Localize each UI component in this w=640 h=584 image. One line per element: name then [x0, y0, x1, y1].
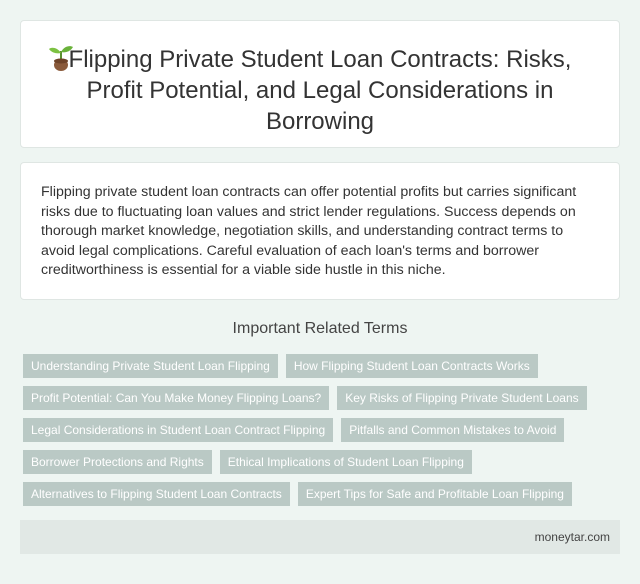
related-term-tag[interactable]: Legal Considerations in Student Loan Contract Flipping	[23, 418, 333, 442]
related-term-tag[interactable]: How Flipping Student Loan Contracts Works	[286, 354, 538, 378]
related-term-tag[interactable]: Profit Potential: Can You Make Money Flipping Loans?	[23, 386, 329, 410]
related-term-tag[interactable]: Pitfalls and Common Mistakes to Avoid	[341, 418, 564, 442]
page-title: Flipping Private Student Loan Contracts: Risks, Profit Potential, and Legal Considerations in Borrowing	[68, 46, 572, 135]
summary-text: Flipping private student loan contracts can offer potential profits but carries significant risks due to fluctuating loan values and strict lender regulations. Success depends on thorough market knowledge, negotiation skills, and understanding contract terms to avoid legal complications. Careful evaluation of each loan's terms and borrower creditworthiness is essential for a viable side hustle in this niche.	[41, 184, 577, 279]
title-card	[20, 20, 620, 148]
related-term-tag[interactable]: Borrower Protections and Rights	[23, 450, 212, 474]
footer	[20, 520, 620, 554]
related-terms-list	[23, 354, 623, 514]
related-terms-heading: Important Related Terms	[232, 320, 408, 337]
summary-card	[20, 162, 620, 300]
related-term-tag[interactable]: Alternatives to Flipping Student Loan Contracts	[23, 482, 290, 506]
related-term-tag[interactable]: Ethical Implications of Student Loan Flipping	[220, 450, 472, 474]
site-name[interactable]: moneytar.com	[534, 530, 610, 544]
related-term-tag[interactable]: Understanding Private Student Loan Flipping	[23, 354, 278, 378]
related-term-tag[interactable]: Key Risks of Flipping Private Student Loans	[337, 386, 586, 410]
related-term-tag[interactable]: Expert Tips for Safe and Profitable Loan Flipping	[298, 482, 572, 506]
